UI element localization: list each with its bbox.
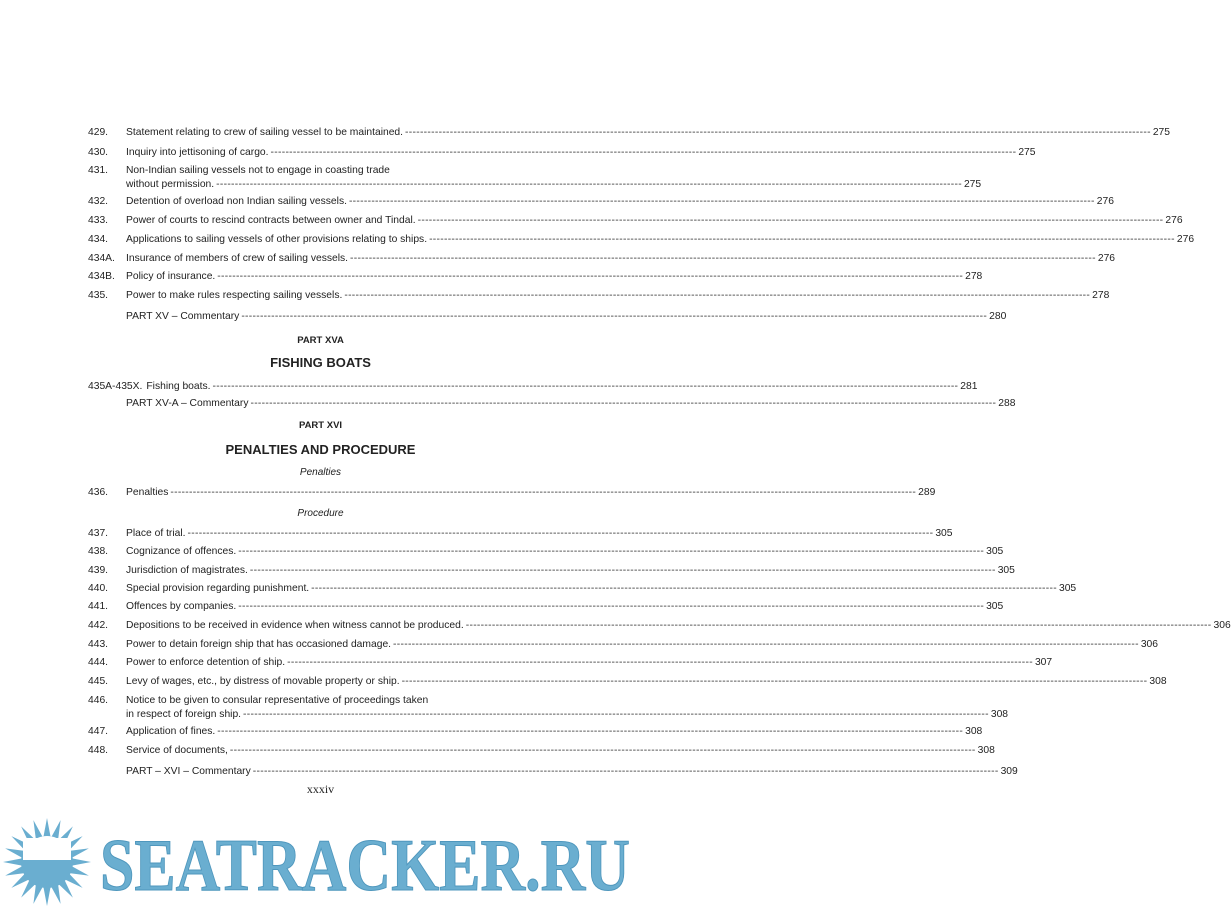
entry-page: 275 (1152, 127, 1171, 138)
toc-entry[interactable] (88, 545, 1004, 559)
entry-title: Inquiry into jettisoning of cargo. (126, 147, 269, 158)
entry-page: 281 (960, 381, 978, 392)
entry-number (88, 765, 126, 779)
entry-number: 435A-435X. (88, 381, 143, 392)
entry-number: 448. (88, 745, 109, 756)
dot-leader: -------------------------------------------------------------------------------------------------------------------------------------------------------------------------------------------------------- (287, 657, 1033, 668)
entry-title: Insurance of members of crew of sailing vessels. (126, 253, 349, 264)
entry-number: 429. (88, 127, 109, 138)
entry-title: Power to enforce detention of ship. (126, 657, 286, 668)
toc-entry[interactable] (88, 252, 1116, 266)
entry-title-continued: without permission. (126, 179, 215, 190)
toc-entry[interactable] (88, 564, 1015, 578)
dot-leader: -------------------------------------------------------------------------------------------------------------------------------------------------------------------------------------------------------- (270, 147, 1017, 158)
entry-number: 430. (88, 147, 109, 158)
dot-leader: -------------------------------------------------------------------------------------------------------------------------------------------------------------------------------------------------------- (216, 179, 962, 190)
sun-icon (3, 818, 91, 906)
entry-page: 288 (998, 398, 1016, 409)
entry-number (88, 310, 126, 324)
entry-number: 434. (88, 234, 109, 245)
entry-title: Policy of insurance. (126, 271, 216, 282)
entry-page: 309 (1000, 766, 1018, 777)
dot-leader: -------------------------------------------------------------------------------------------------------------------------------------------------------------------------------------------------------- (465, 620, 1212, 631)
entry-page: 276 (1096, 196, 1114, 207)
entry-title: Service of documents, (126, 745, 228, 756)
entry-title: Jurisdiction of magistrates. (126, 565, 248, 576)
dot-leader: -------------------------------------------------------------------------------------------------------------------------------------------------------------------------------------------------------- (252, 766, 999, 777)
dot-leader: -------------------------------------------------------------------------------------------------------------------------------------------------------------------------------------------------------- (405, 127, 1151, 138)
entry-title: Power of courts to rescind contracts between owner and Tindal. (126, 215, 416, 226)
toc-entry[interactable] (88, 656, 1053, 670)
entry-title: Non-Indian sailing vessels not to engage in coasting trade (126, 165, 390, 176)
dot-leader: -------------------------------------------------------------------------------------------------------------------------------------------------------------------------------------------------------- (217, 271, 964, 282)
entry-page: 305 (997, 565, 1015, 576)
entry-page: 305 (935, 528, 953, 539)
svg-text:SEATRACKER.RU: SEATRACKER.RU (100, 825, 630, 907)
entry-page: 276 (1176, 234, 1195, 245)
dot-leader: -------------------------------------------------------------------------------------------------------------------------------------------------------------------------------------------------------- (187, 528, 934, 539)
entry-title: PART – XVI – Commentary (126, 766, 251, 777)
toc-entry[interactable] (88, 380, 978, 394)
entry-number: 434B. (88, 271, 115, 282)
dot-leader: -------------------------------------------------------------------------------------------------------------------------------------------------------------------------------------------------------- (348, 196, 1095, 207)
subheading: Procedure (297, 508, 344, 519)
page-number: xxxiv (306, 782, 335, 796)
entry-title: Special provision regarding punishment. (126, 583, 310, 594)
dot-leader: -------------------------------------------------------------------------------------------------------------------------------------------------------------------------------------------------------- (238, 601, 985, 612)
entry-number: 431. (88, 165, 109, 176)
entry-title-continued: in respect of foreign ship. (126, 709, 242, 720)
toc-entry[interactable] (88, 310, 1007, 324)
entry-number: 441. (88, 601, 109, 612)
entry-title: Detention of overload non Indian sailing vessels. (126, 196, 347, 207)
toc-entry[interactable] (88, 289, 1110, 303)
dot-leader: -------------------------------------------------------------------------------------------------------------------------------------------------------------------------------------------------------- (417, 215, 1164, 226)
entry-title: Notice to be given to consular representative of proceedings taken (126, 695, 429, 706)
dot-leader: -------------------------------------------------------------------------------------------------------------------------------------------------------------------------------------------------------- (212, 381, 959, 392)
sun-ray (3, 858, 23, 866)
dot-leader: -------------------------------------------------------------------------------------------------------------------------------------------------------------------------------------------------------- (311, 583, 1057, 594)
entry-title: Place of trial. (126, 528, 186, 539)
dot-leader: -------------------------------------------------------------------------------------------------------------------------------------------------------------------------------------------------------- (170, 487, 917, 498)
sun-ray (43, 818, 51, 838)
dot-leader: -------------------------------------------------------------------------------------------------------------------------------------------------------------------------------------------------------- (241, 311, 988, 322)
entry-page: 305 (1058, 583, 1077, 594)
toc-entry[interactable] (88, 146, 1036, 160)
entry-title: Levy of wages, etc., by distress of movable property or ship. (126, 676, 400, 687)
dot-leader: -------------------------------------------------------------------------------------------------------------------------------------------------------------------------------------------------------- (217, 726, 964, 737)
toc-entry[interactable] (88, 744, 995, 758)
entry-number: 437. (88, 528, 109, 539)
dot-leader: -------------------------------------------------------------------------------------------------------------------------------------------------------------------------------------------------------- (229, 745, 976, 756)
toc-entry[interactable] (88, 195, 1114, 209)
entry-page: 280 (989, 311, 1007, 322)
entry-number: 447. (88, 726, 109, 737)
entry-title: Cognizance of offences. (126, 546, 237, 557)
toc-entry[interactable] (88, 638, 1159, 652)
entry-page: 308 (965, 726, 983, 737)
entry-page: 308 (977, 745, 995, 756)
entry-title: PART XV-A – Commentary (126, 398, 249, 409)
entry-number: 440. (88, 583, 109, 594)
entry-page: 308 (990, 709, 1009, 720)
entry-title: PART XV – Commentary (126, 311, 240, 322)
entry-page: 306 (1213, 620, 1231, 631)
entry-number: 436. (88, 487, 109, 498)
entry-page: 278 (1092, 290, 1110, 301)
section-heading: PENALTIES AND PROCEDURE (225, 442, 416, 457)
dot-leader: -------------------------------------------------------------------------------------------------------------------------------------------------------------------------------------------------------- (238, 546, 985, 557)
toc-entry[interactable] (88, 270, 983, 284)
dot-leader: -------------------------------------------------------------------------------------------------------------------------------------------------------------------------------------------------------- (401, 676, 1148, 687)
entry-title-line2 (126, 708, 1008, 722)
toc-entry[interactable] (88, 582, 1077, 596)
dot-leader: -------------------------------------------------------------------------------------------------------------------------------------------------------------------------------------------------------- (344, 290, 1091, 301)
dot-leader: -------------------------------------------------------------------------------------------------------------------------------------------------------------------------------------------------------- (250, 398, 997, 409)
part-label: PART XVA (297, 335, 344, 346)
entry-number: 433. (88, 215, 109, 226)
subheading: Penalties (299, 467, 342, 478)
toc-entry[interactable] (88, 214, 1183, 228)
dot-leader: -------------------------------------------------------------------------------------------------------------------------------------------------------------------------------------------------------- (350, 253, 1096, 264)
section-heading: FISHING BOATS (270, 355, 371, 370)
seatracker-watermark-logo (0, 812, 641, 909)
entry-title: Statement relating to crew of sailing vessel to be maintained. (126, 127, 404, 138)
toc-entry[interactable] (88, 126, 1171, 140)
entry-number: 435. (88, 290, 109, 301)
sun-ray (71, 858, 91, 866)
entry-page: 305 (986, 601, 1004, 612)
entry-page: 276 (1097, 253, 1116, 264)
entry-number: 439. (88, 565, 109, 576)
entry-number: 432. (88, 196, 109, 207)
entry-number: 445. (88, 676, 109, 687)
toc-entry[interactable] (88, 675, 1167, 689)
entry-number: 446. (88, 695, 109, 706)
entry-number: 434A. (88, 253, 115, 264)
entry-page: 275 (963, 179, 982, 190)
entry-number: 442. (88, 620, 109, 631)
toc-entry[interactable] (88, 619, 1231, 633)
entry-number: 444. (88, 657, 109, 668)
entry-title: Penalties (126, 487, 169, 498)
dot-leader: -------------------------------------------------------------------------------------------------------------------------------------------------------------------------------------------------------- (243, 709, 989, 720)
sun-ray (43, 886, 51, 906)
entry-page: 308 (1149, 676, 1167, 687)
dot-leader: -------------------------------------------------------------------------------------------------------------------------------------------------------------------------------------------------------- (249, 565, 996, 576)
toc-entry[interactable] (88, 527, 953, 541)
toc-entry[interactable] (88, 233, 1195, 247)
toc-entry[interactable] (88, 725, 983, 739)
entry-page: 289 (918, 487, 936, 498)
entry-title: Power to make rules respecting sailing vessels. (126, 290, 343, 301)
toc-entry[interactable] (88, 694, 1009, 722)
entry-number: 438. (88, 546, 109, 557)
entry-body (126, 164, 981, 192)
entry-number: 443. (88, 639, 109, 650)
entry-number (88, 397, 126, 411)
entry-title: Offences by companies. (126, 601, 237, 612)
dot-leader: -------------------------------------------------------------------------------------------------------------------------------------------------------------------------------------------------------- (429, 234, 1175, 245)
toc-entry[interactable] (88, 486, 936, 500)
entry-title: Application of fines. (126, 726, 216, 737)
entry-title: Applications to sailing vessels of other provisions relating to ships. (126, 234, 428, 245)
entry-title: Fishing boats. (146, 381, 211, 392)
toc-entry[interactable] (88, 600, 1004, 614)
part-label: PART XVI (298, 420, 343, 431)
entry-page: 306 (1140, 639, 1159, 650)
entry-page: 307 (1034, 657, 1053, 668)
dot-leader: -------------------------------------------------------------------------------------------------------------------------------------------------------------------------------------------------------- (393, 639, 1139, 650)
entry-title: Power to detain foreign ship that has occasioned damage. (126, 639, 392, 650)
entry-title: Depositions to be received in evidence when witness cannot be produced. (126, 620, 464, 631)
toc-entry[interactable] (88, 164, 982, 192)
entry-page: 278 (965, 271, 983, 282)
entry-page: 275 (1018, 147, 1036, 158)
entry-page: 305 (986, 546, 1004, 557)
toc-entry[interactable] (88, 765, 1018, 779)
toc-entry[interactable] (88, 397, 1016, 411)
entry-page: 276 (1165, 215, 1183, 226)
entry-title-line2 (126, 178, 981, 192)
entry-body (126, 694, 1008, 722)
